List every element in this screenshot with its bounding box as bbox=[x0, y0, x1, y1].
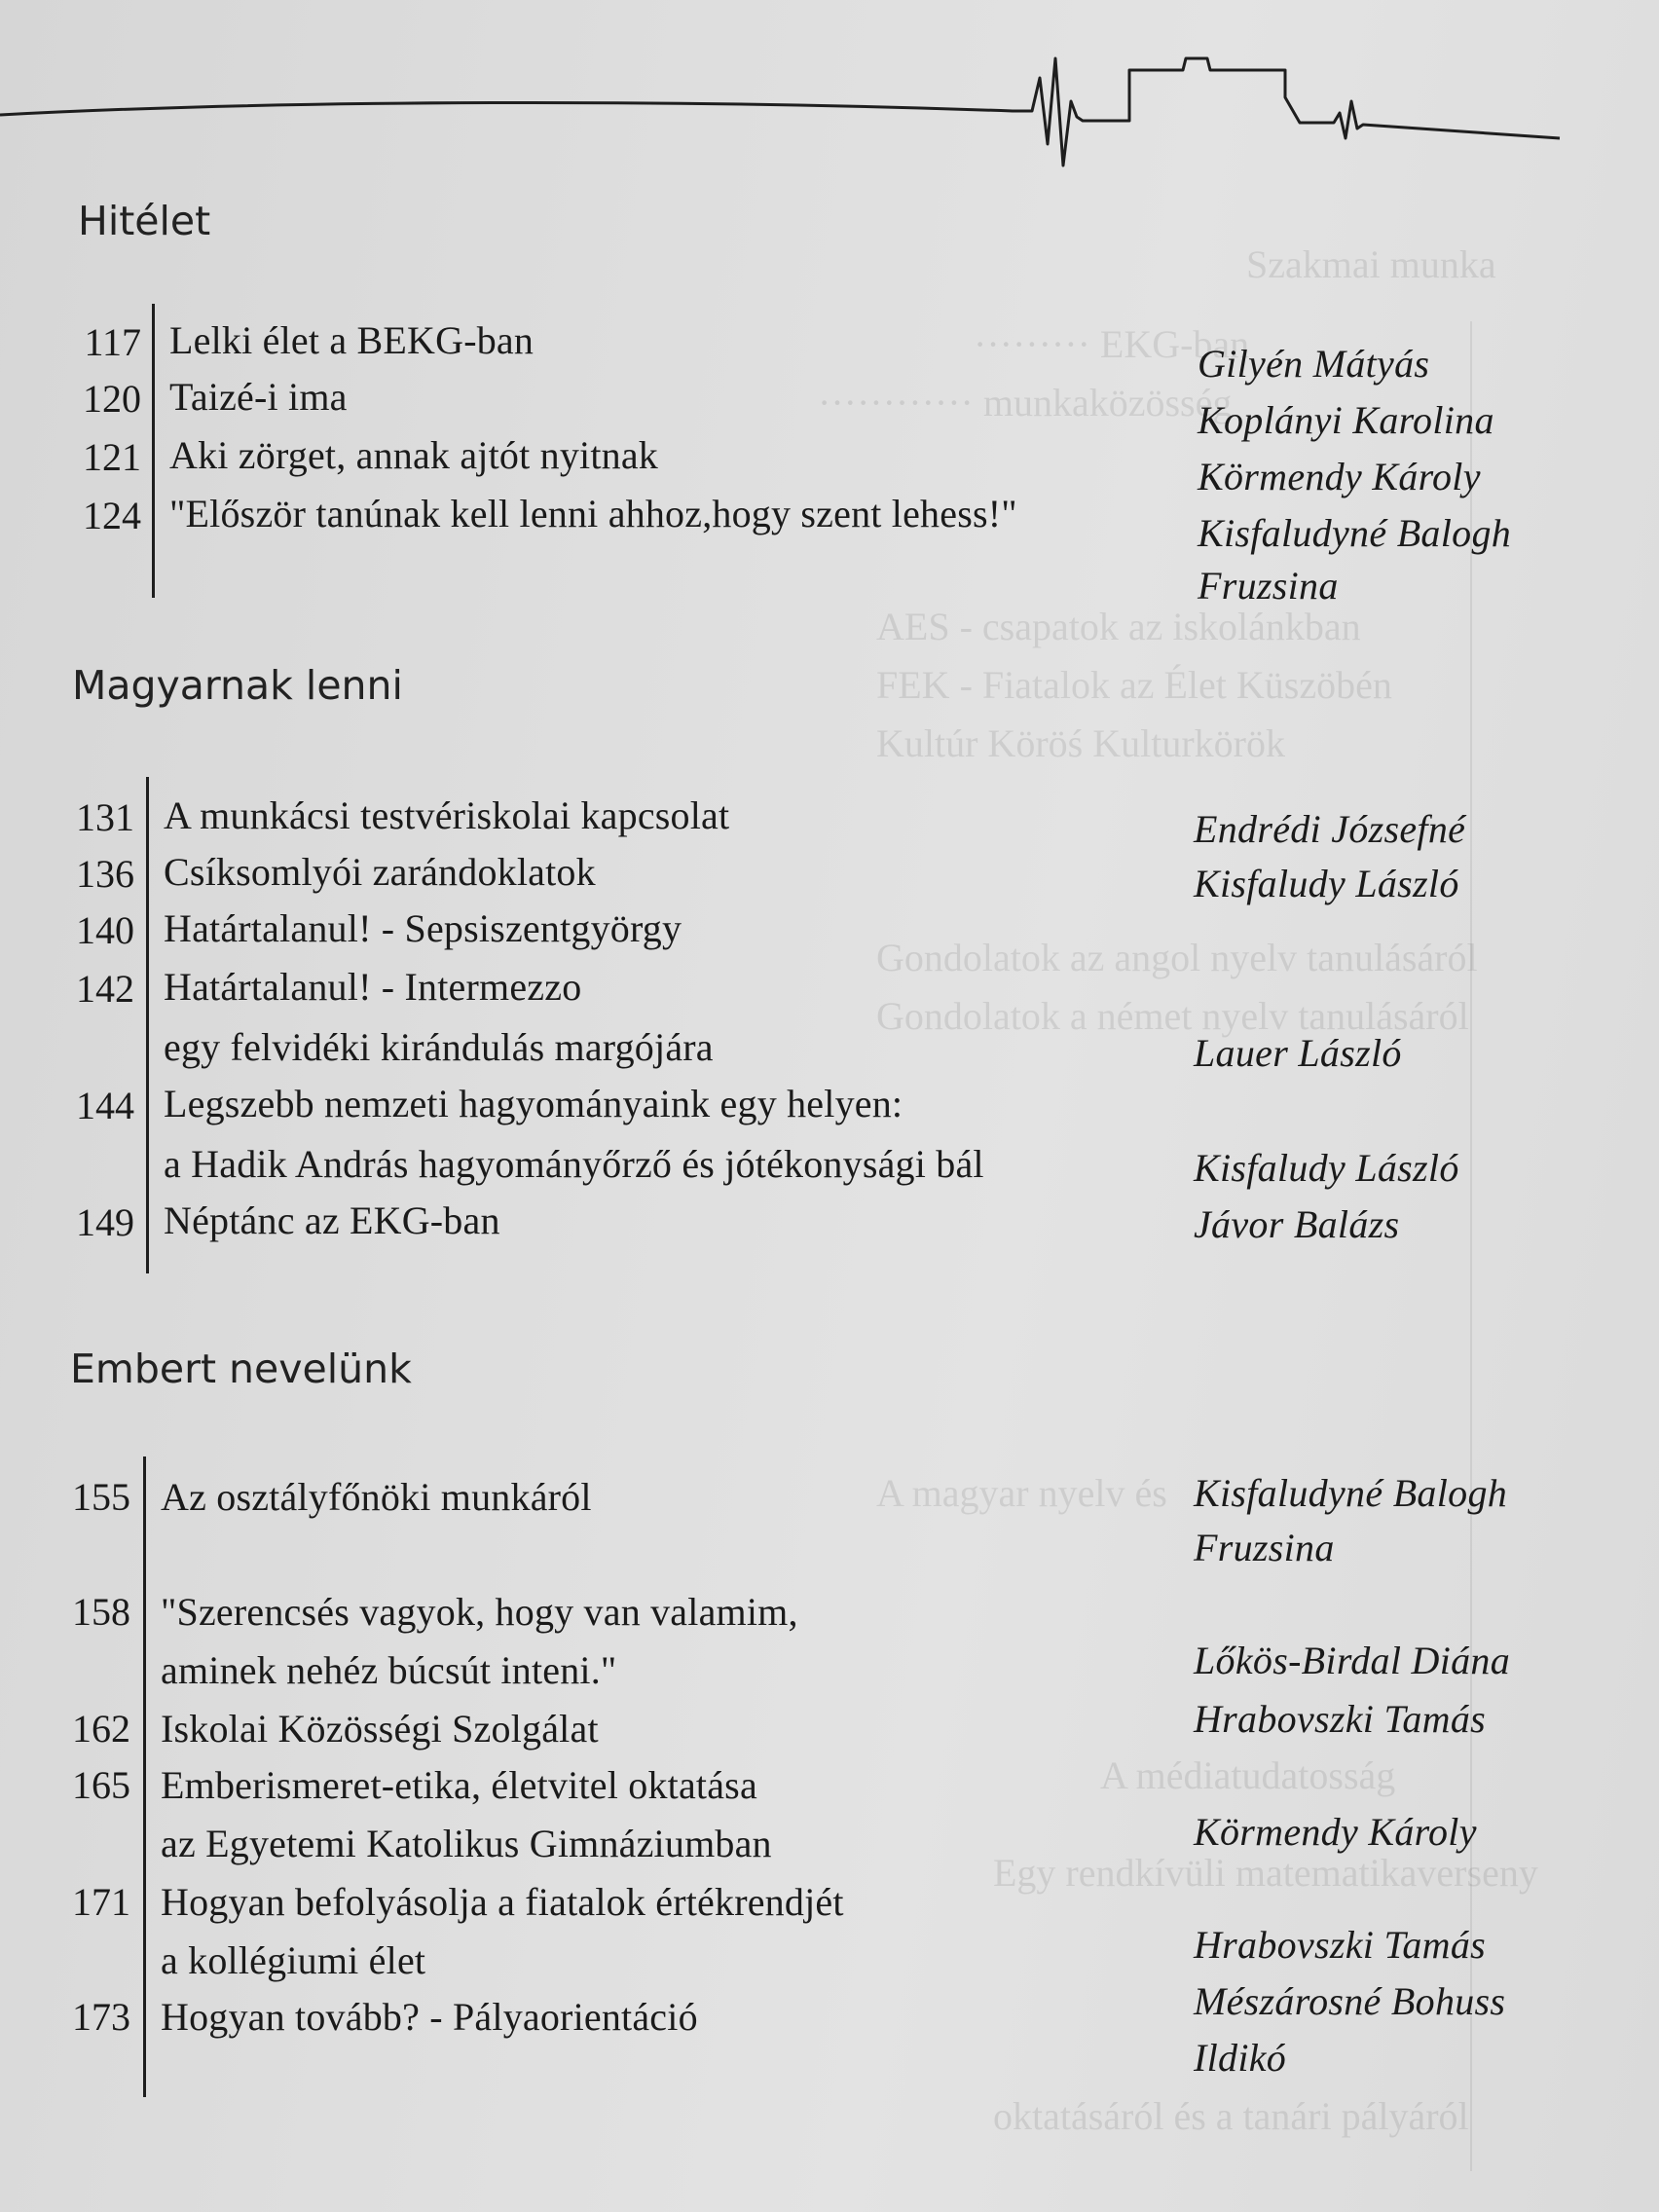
bleed-through-text: Szakmai munka bbox=[1246, 242, 1496, 286]
bleed-through-text: ············ munkaközösség bbox=[818, 381, 1233, 424]
page-number: 142 bbox=[76, 967, 134, 1011]
bleed-through-text: Gondolatok az angol nyelv tanulásáról bbox=[876, 936, 1478, 979]
page-number: 162 bbox=[72, 1707, 130, 1751]
section-title-magyarnak: Magyarnak lenni bbox=[72, 662, 403, 709]
bleed-through-text: oktatásáról és a tanári pályáról bbox=[993, 2094, 1469, 2138]
entry-title: Lelki élet a BEKG-ban bbox=[169, 318, 535, 362]
bleed-through-text: FEK - Fiatalok az Élet Küszöbén bbox=[876, 663, 1392, 707]
entry-title: a kollégiumi élet bbox=[161, 1938, 426, 1982]
entry-author: Koplányi Karolina bbox=[1198, 398, 1494, 442]
entry-author: Kisfaludyné Balogh bbox=[1194, 1471, 1508, 1515]
entry-title: a Hadik András hagyományőrző és jótékonysági bál bbox=[164, 1142, 984, 1186]
entry-author: Kisfaludyné Balogh bbox=[1198, 511, 1512, 555]
bleed-through-text: Gondolatok a német nyelv tanulásáról bbox=[876, 994, 1469, 1038]
section-title-hitelet: Hitélet bbox=[78, 198, 211, 244]
bleed-through-text: Egy rendkívüli matematikaverseny bbox=[993, 1851, 1538, 1895]
entry-title: "Szerencsés vagyok, hogy van valamim, bbox=[161, 1590, 798, 1634]
section-divider bbox=[143, 1456, 146, 2097]
entry-author: Körmendy Károly bbox=[1198, 455, 1481, 498]
entry-title: egy felvidéki kirándulás margójára bbox=[164, 1025, 714, 1069]
entry-title: Az osztályfőnöki munkáról bbox=[161, 1475, 592, 1519]
page-number: 120 bbox=[83, 377, 141, 421]
entry-title: Határtalanul! - Intermezzo bbox=[164, 965, 582, 1009]
page-number: 165 bbox=[72, 1763, 130, 1807]
bleed-through-text: ········· EKG-ban bbox=[974, 322, 1250, 366]
entry-title: Határtalanul! - Sepsiszentgyörgy bbox=[164, 906, 682, 950]
page-number: 117 bbox=[84, 320, 141, 364]
entry-author: Lauer László bbox=[1194, 1031, 1402, 1075]
entry-title: Csíksomlyói zarándoklatok bbox=[164, 850, 596, 894]
page-number: 131 bbox=[76, 795, 134, 839]
bleed-through-text: Kultúr Köröś Kulturkörök bbox=[876, 721, 1285, 765]
entry-title: Iskolai Közösségi Szolgálat bbox=[161, 1707, 599, 1751]
entry-title: Aki zörget, annak ajtót nyitnak bbox=[169, 433, 659, 477]
entry-author: Gilyén Mátyás bbox=[1198, 342, 1430, 386]
page-number: 124 bbox=[83, 494, 141, 537]
entry-author: Ildikó bbox=[1194, 2036, 1287, 2080]
entry-title: Hogyan tovább? - Pályaorientáció bbox=[161, 1995, 698, 2039]
entry-author: Hrabovszki Tamás bbox=[1194, 1923, 1487, 1967]
entry-author: Fruzsina bbox=[1198, 564, 1339, 608]
page-number: 173 bbox=[72, 1995, 130, 2039]
page-number: 121 bbox=[83, 435, 141, 479]
bleed-through-text: A médiatudatosság bbox=[1100, 1753, 1396, 1797]
entry-title: Taizé-i ima bbox=[169, 375, 348, 419]
entry-title: "Először tanúnak kell lenni ahhoz,hogy szent lehess!" bbox=[169, 492, 1017, 535]
entry-author: Fruzsina bbox=[1194, 1526, 1335, 1569]
entry-author: Körmendy Károly bbox=[1194, 1810, 1477, 1854]
entry-title: az Egyetemi Katolikus Gimnáziumban bbox=[161, 1822, 772, 1865]
page-number: 171 bbox=[72, 1880, 130, 1924]
page-number: 158 bbox=[72, 1590, 130, 1634]
entry-author: Endrédi Józsefné bbox=[1194, 807, 1466, 851]
page-number: 155 bbox=[72, 1475, 130, 1519]
entry-title: aminek nehéz búcsút inteni." bbox=[161, 1648, 617, 1692]
section-title-embert: Embert nevelünk bbox=[70, 1346, 412, 1392]
heartbeat-line-icon bbox=[0, 39, 1577, 214]
entry-title: A munkácsi testvériskolai kapcsolat bbox=[164, 793, 730, 837]
entry-title: Legszebb nemzeti hagyományaink egy helyen: bbox=[164, 1082, 903, 1125]
entry-title: Néptánc az EKG-ban bbox=[164, 1198, 500, 1242]
entry-title: Hogyan befolyásolja a fiatalok értékrendjét bbox=[161, 1880, 844, 1924]
section-divider bbox=[152, 304, 155, 598]
entry-author: Jávor Balázs bbox=[1194, 1202, 1400, 1246]
section-divider bbox=[146, 777, 149, 1273]
entry-author: Mészárosné Bohuss bbox=[1194, 1979, 1506, 2023]
entry-author: Kisfaludy László bbox=[1194, 862, 1459, 905]
entry-author: Hrabovszki Tamás bbox=[1194, 1697, 1487, 1741]
bleed-through-text: A magyar nyelv és bbox=[876, 1471, 1167, 1515]
entry-author: Lőkös-Birdal Diána bbox=[1194, 1639, 1511, 1682]
page-number: 136 bbox=[76, 852, 134, 896]
entry-author: Kisfaludy László bbox=[1194, 1146, 1459, 1190]
bleed-through-text: AES - csapatok az iskolánkban bbox=[876, 605, 1361, 648]
page-number: 140 bbox=[76, 908, 134, 952]
entry-title: Emberismeret-etika, életvitel oktatása bbox=[161, 1763, 757, 1807]
page-number: 144 bbox=[76, 1084, 134, 1127]
page-number: 149 bbox=[76, 1200, 134, 1244]
